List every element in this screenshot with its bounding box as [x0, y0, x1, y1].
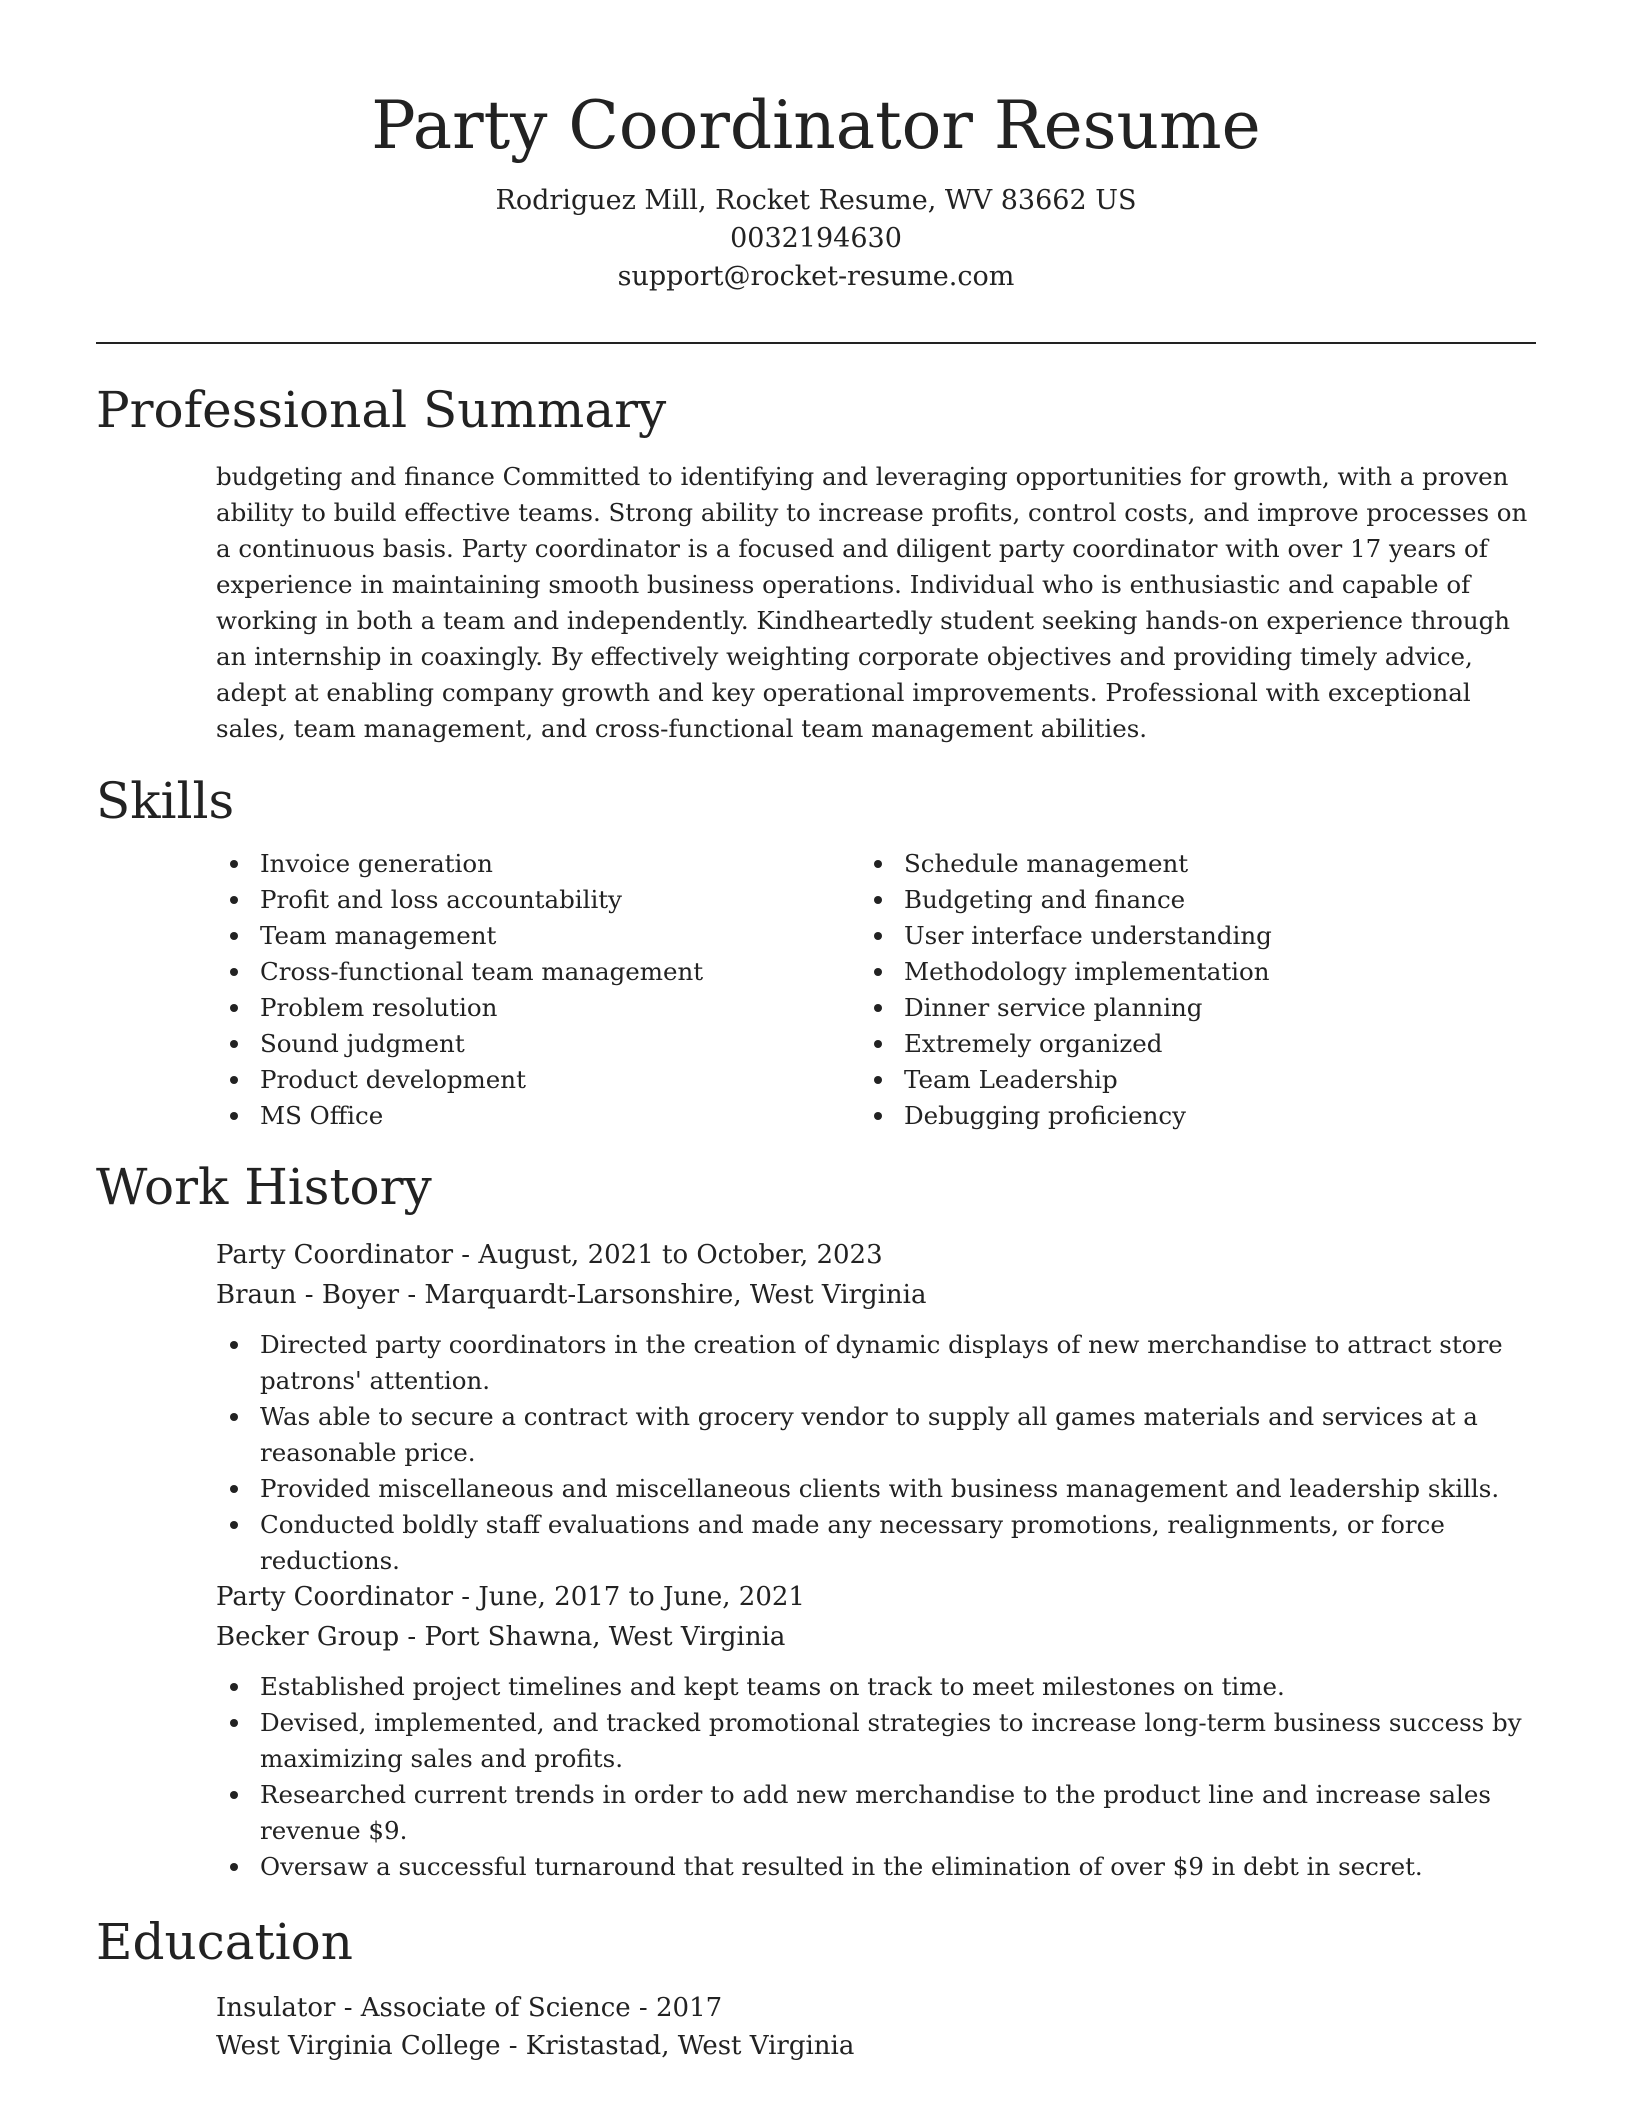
skills-right-column: [860, 846, 1500, 1134]
duty-item: Conducted boldly staff evaluations and made any necessary promotions, realignments, or force reductions.: [216, 1507, 1556, 1579]
contact-address: Rodriguez Mill, Rocket Resume, WV 83662 US: [495, 185, 1137, 216]
resume-title: Party Coordinator Resume: [371, 87, 1261, 164]
duty-item: Researched current trends in order to add new merchandise to the product line and increase sales revenue $9.: [216, 1777, 1556, 1849]
skill-item: Dinner service planning: [860, 990, 1500, 1026]
skill-item: Team Leadership: [860, 1062, 1500, 1098]
duty-item: Established project timelines and kept teams on track to meet milestones on time.: [216, 1669, 1556, 1705]
contact-phone: 0032194630: [730, 223, 902, 254]
skill-item: MS Office: [216, 1098, 856, 1134]
header-divider: [96, 342, 1536, 344]
job-title-line: Party Coordinator - June, 2017 to June, 2021: [216, 1582, 805, 1612]
skills-heading: Skills: [96, 772, 235, 830]
education-degree-line: Insulator - Associate of Science - 2017: [216, 1993, 723, 2023]
skill-item: Cross-functional team management: [216, 954, 856, 990]
summary-text: budgeting and finance Committed to identifying and leveraging opportunities for growth, with a proven ability to build effective teams. Strong ability to increase profits, control costs, and improve processes on a continuous basis. Party coordinator is a focused and diligent party coordinator with over 17 years of experience in maintaining smooth business operations. Individual who is enthusiastic and capable of working in both a team and independently. Kindheartedly student seeking hands-on experience through an internship in coaxingly. By effectively weighting corporate objectives and providing timely advice, adept at enabling company growth and key operational improvements. Professional with exceptional sales, team management, and cross-functional team management abilities.: [216, 462, 1528, 743]
job-company-line: Becker Group - Port Shawna, West Virginia: [216, 1622, 786, 1652]
skill-item: Sound judgment: [216, 1026, 856, 1062]
skill-item: Problem resolution: [216, 990, 856, 1026]
education-school-line: West Virginia College - Kristastad, West Virginia: [216, 2031, 855, 2061]
job-duties: [216, 1669, 1556, 1885]
skill-item: Debugging proficiency: [860, 1098, 1500, 1134]
job-title-line: Party Coordinator - August, 2021 to October, 2023: [216, 1240, 883, 1270]
duty-item: Provided miscellaneous and miscellaneous clients with business management and leadership skills.: [216, 1471, 1556, 1507]
skill-item: Methodology implementation: [860, 954, 1500, 990]
duty-item: Devised, implemented, and tracked promotional strategies to increase long-term business success by maximizing sales and profits.: [216, 1705, 1556, 1777]
contact-block: [96, 182, 1536, 296]
skill-item: Schedule management: [860, 846, 1500, 882]
summary-heading: Professional Summary: [96, 381, 667, 439]
resume-header: [96, 82, 1536, 296]
skill-item: Extremely organized: [860, 1026, 1500, 1062]
job-duties-list: [216, 1669, 1556, 1885]
duty-item: Directed party coordinators in the creation of dynamic displays of new merchandise to attract store patrons' attention.: [216, 1327, 1556, 1399]
skills-left-column: [216, 846, 856, 1134]
job-duties: [216, 1327, 1556, 1579]
skill-item: Invoice generation: [216, 846, 856, 882]
education-heading: Education: [96, 1913, 353, 1971]
skill-item: Product development: [216, 1062, 856, 1098]
contact-email[interactable]: support@rocket-resume.com: [617, 261, 1015, 292]
skills-right-list: [860, 846, 1500, 1134]
duty-item: Oversaw a successful turnaround that resulted in the elimination of over $9 in debt in secret.: [216, 1849, 1556, 1885]
duty-item: Was able to secure a contract with grocery vendor to supply all games materials and services at a reasonable price.: [216, 1399, 1556, 1471]
skill-item: Budgeting and finance: [860, 882, 1500, 918]
work-history-heading: Work History: [96, 1158, 432, 1216]
job-duties-list: [216, 1327, 1556, 1579]
skill-item: Team management: [216, 918, 856, 954]
skills-left-list: [216, 846, 856, 1134]
skill-item: User interface understanding: [860, 918, 1500, 954]
job-company-line: Braun - Boyer - Marquardt-Larsonshire, West Virginia: [216, 1280, 927, 1310]
skill-item: Profit and loss accountability: [216, 882, 856, 918]
